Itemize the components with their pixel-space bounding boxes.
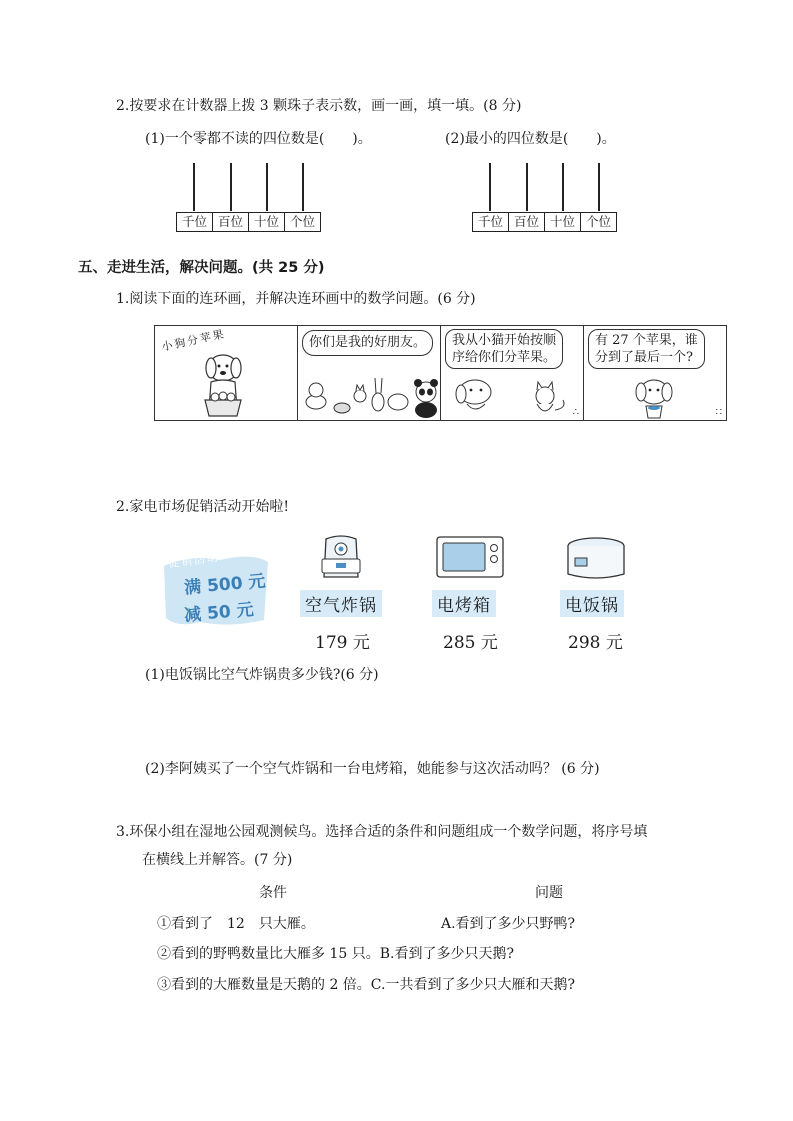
q2-part2: (2)最小的四位数是( )。 — [445, 131, 616, 147]
oven-icon — [435, 535, 505, 581]
appliance-name: 电烤箱 — [432, 590, 496, 617]
air-fryer-icon — [318, 533, 364, 583]
place-label: 千位 — [177, 213, 213, 231]
promo-sign — [160, 548, 272, 630]
place-label: 个位 — [289, 214, 315, 229]
question-a: A.看到了多少只野鸭? — [441, 916, 576, 932]
comic-panel-4 — [584, 326, 726, 420]
abacus-rod[interactable] — [598, 163, 600, 211]
conditions-header: 条件 — [259, 885, 287, 901]
panel-dots: ∷ — [715, 407, 721, 418]
condition-3-question-c: ③看到的大雁数量是天鹅的 2 倍。C.一共看到了多少只大雁和天鹅? — [157, 977, 575, 993]
appliance-name: 空气炸锅 — [300, 590, 382, 617]
rice-cooker-icon — [563, 536, 629, 582]
comic-title: 小狗分苹果 — [160, 327, 227, 354]
panel-dots: ∴ — [572, 407, 578, 418]
q2-part1: (1)一个零都不读的四位数是( )。 — [145, 131, 372, 147]
condition-2-question-b: ②看到的野鸭数量比大雁多 15 只。B.看到了多少只天鹅? — [157, 946, 514, 962]
place-label: 十位 — [545, 213, 581, 231]
abacus-rod[interactable] — [193, 163, 195, 211]
animal-friends-illustration — [302, 358, 441, 418]
bubble-line: 序给你们分苹果。 — [452, 350, 557, 365]
appliance-price: 285 元 — [443, 633, 498, 653]
abacus-right[interactable] — [472, 163, 622, 238]
panel-dots: ∴ — [429, 407, 435, 418]
bubble-line: 有 27 个苹果，谁 — [595, 333, 698, 348]
promo-top-text: 促销活动 — [167, 550, 221, 571]
abacus-rod[interactable] — [489, 163, 491, 211]
bird-question-title: 3.环保小组在湿地公园观测候鸟。选择合适的条件和问题组成一个数学问题，将序号填 — [116, 824, 648, 840]
q2-title: 2.按要求在计数器上拨 3 颗珠子表示数，画一画，填一填。(8 分) — [116, 98, 522, 114]
abacus-rod[interactable] — [302, 163, 304, 211]
appliance-sub2: (2)李阿姨买了一个空气炸锅和一台电烤箱，她能参与这次活动吗？ (6 分) — [145, 761, 600, 777]
appliance-sub1: (1)电饭锅比空气炸锅贵多少钱?(6 分) — [145, 667, 379, 683]
questions-header: 问题 — [535, 885, 563, 901]
abacus-rod[interactable] — [526, 163, 528, 211]
comic-question-title: 1.阅读下面的连环画，并解决连环画中的数学问题。(6 分) — [116, 291, 476, 307]
section-heading: 五、走进生活，解决问题。(共 25 分) — [78, 260, 325, 276]
comic-panel-3 — [441, 326, 584, 420]
comic-panel-1 — [155, 326, 298, 420]
comic-panel-2 — [298, 326, 441, 420]
abacus-rod[interactable] — [266, 163, 268, 211]
place-label: 十位 — [249, 213, 285, 231]
place-label: 百位 — [509, 213, 545, 231]
appliance-price: 179 元 — [315, 633, 370, 653]
promo-line2: 减 50 元 — [183, 599, 255, 626]
place-label: 千位 — [473, 213, 509, 231]
appliance-question-title: 2.家电市场促销活动开始啦! — [116, 499, 289, 515]
abacus-base — [472, 212, 617, 232]
appliance-price: 298 元 — [568, 633, 623, 653]
abacus-left[interactable] — [176, 163, 326, 238]
speech-bubble — [445, 329, 563, 369]
speech-bubble: 你们是我的好朋友。 — [302, 330, 433, 356]
bubble-line: 分到了最后一个? — [595, 350, 693, 365]
place-label: 个位 — [585, 214, 611, 229]
condition-1: ①看到了 12 只大雁。 — [157, 916, 315, 932]
abacus-rod[interactable] — [230, 163, 232, 211]
appliance-name: 电饭锅 — [560, 590, 624, 617]
abacus-rod[interactable] — [562, 163, 564, 211]
thinking-dog-illustration — [624, 370, 704, 420]
dog-and-cat-illustration — [445, 370, 584, 420]
bird-question-title-cont: 在横线上并解答。(7 分) — [142, 852, 293, 868]
comic-strip — [154, 325, 727, 421]
place-label: 百位 — [213, 213, 249, 231]
promo-line1: 满 500 元 — [183, 571, 267, 599]
dog-with-basket-illustration — [175, 330, 275, 420]
abacus-base — [176, 212, 321, 232]
bubble-line: 我从小猫开始按顺 — [452, 333, 557, 348]
speech-bubble — [588, 329, 705, 369]
